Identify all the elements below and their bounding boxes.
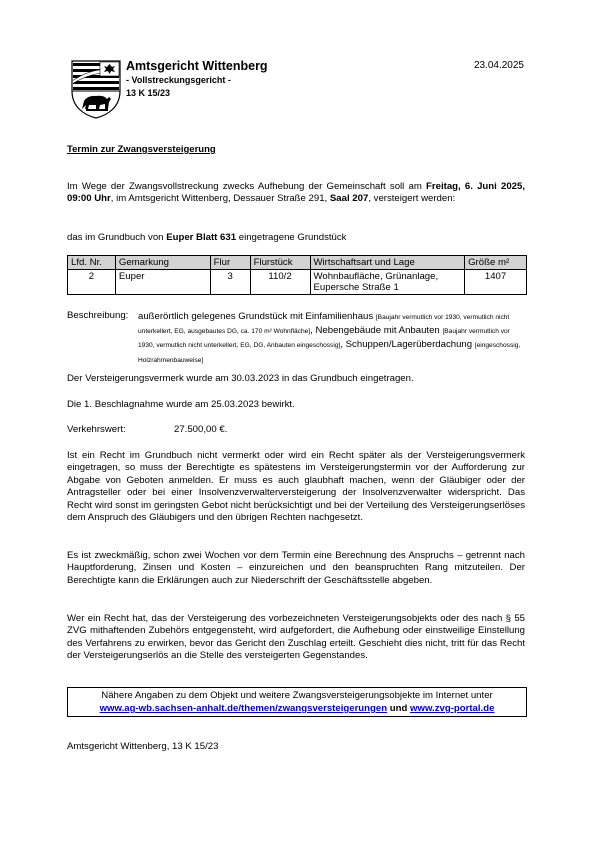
intro-paragraph: Im Wege der Zwangsvollstreckung zwecks Aufhebung der Gemeinschaft soll am Freitag, 6. Juni 2025, 09:00 Uhr, im Amtsgericht Wittenberg, Dessauer Straße 291, Saal 207, versteigert werden:	[67, 181, 525, 205]
col-header-gemarkung: Gemarkung	[115, 256, 210, 270]
document-title: Termin zur Zwangsversteigerung	[67, 144, 216, 155]
info-box: Nähere Angaben zu dem Objekt und weitere Zwangsversteigerungsobjekte im Internet unter www.ag-wb.sachsen-anhalt.de/themen/zwangsversteigerungen und www.zvg-portal.de	[67, 687, 527, 717]
court-website-link[interactable]: www.ag-wb.sachsen-anhalt.de/themen/zwangsversteigerungen	[99, 703, 388, 714]
col-header-flur: Flur	[210, 256, 250, 270]
cell-groesse: 1407	[465, 270, 527, 295]
auction-room: Saal 207	[329, 193, 369, 205]
table-row	[68, 270, 527, 295]
objection-paragraph: Wer ein Recht hat, das der Versteigerung des vorbezeichneten Versteigerungsobjekts oder des nach § 55 ZVG mithaftenden Zubehörs entgegensteht, wird aufgefordert, die Aufhebung oder einstweilige Einstellung des Verfahrens zu erwirken, bevor das Gericht den Zuschlag erteilt. Geschieht dies nicht, tritt für das Recht der Versteigerungserlös an die Stelle des versteigerten Gegenstandes.	[67, 613, 525, 662]
footer-reference: Amtsgericht Wittenberg, 13 K 15/23	[67, 741, 219, 752]
beschlagnahme-line: Die 1. Beschlagnahme wurde am 25.03.2023 bewirkt.	[67, 399, 295, 410]
document-date: 23.04.2025	[473, 60, 524, 71]
cell-flurstueck: 110/2	[250, 270, 310, 295]
verkehrswert-label: Verkehrswert:	[67, 424, 126, 435]
description-label: Beschreibung:	[67, 310, 129, 321]
col-header-wirtschaftsart: Wirtschaftsart und Lage	[310, 256, 465, 270]
col-header-flurstueck: Flurstück	[250, 256, 310, 270]
rights-paragraph: Ist ein Recht im Grundbuch nicht vermerkt oder wird ein Recht später als der Versteigerungsvermerk eingetragen, so muss der Berechtigte es spätestens im Versteigerungstermin vor der Aufforderung zur Abgabe von Geboten anmelden. Er muss es auch glaubhaft machen, wenn der Gläubiger oder der Antragsteller oder bei einer Insolvenzverwalterversteigerung der Insolvenzverwalter widerspricht. Das Recht wird sonst im geringsten Gebot nicht berücksichtigt und bei der Verteilung des Versteigerungserlöses dem Anspruch des Gläubigers und den übrigen Rechten nachgesetzt.	[67, 450, 525, 524]
claims-paragraph: Es ist zweckmäßig, schon zwei Wochen vor dem Termin eine Berechnung des Anspruchs – getrennt nach Hauptforderung, Zinsen und Kosten – einzureichen und den beanspruchten Rang mitzuteilen. Der Berechtigte kann die Erklärungen auch zur Niederschrift der Geschäftsstelle abgeben.	[67, 550, 525, 586]
zvg-portal-link[interactable]: www.zvg-portal.de	[410, 703, 495, 714]
register-sheet: Euper Blatt 631	[166, 232, 237, 243]
court-subtitle: - Vollstreckungsgericht -	[126, 75, 231, 85]
table-header-row	[68, 256, 527, 270]
description-text: außerörtlich gelegenes Grundstück mit Einfamilienhaus [Baujahr vermutlich vor 1930, vermutlich nicht unterkellert, EG, ausgebautes DG, ca. 170 m² Wohnfläche], Nebengebäude mit Anbauten [Baujahr vermutlich vor 1930, vermutlich nicht unterkellert, EG, DG, Anbauten eingeschossig], Schuppen/Lagerüberdachung [eingeschossig, Holzrahmenbauweise]	[138, 311, 521, 364]
cell-lfd-nr: 2	[68, 270, 116, 295]
cell-flur: 3	[210, 270, 250, 295]
vermerk-line: Der Versteigerungsvermerk wurde am 30.03.2023 in das Grundbuch eingetragen.	[67, 373, 414, 384]
cell-gemarkung: Euper	[115, 270, 210, 295]
court-name: Amtsgericht Wittenberg	[126, 59, 268, 73]
property-table	[67, 255, 527, 295]
coat-of-arms-logo	[70, 59, 122, 119]
col-header-groesse: Größe m²	[465, 256, 527, 270]
cell-wirtschaftsart: Wohnbaufläche, Grünanlage, Eupersche Straße 1	[310, 270, 465, 295]
register-line: das im Grundbuch von Euper Blatt 631 eingetragene Grundstück	[67, 232, 347, 243]
auction-date: Freitag, 6. Juni 2025, 09:00 Uhr	[67, 181, 525, 205]
case-number: 13 K 15/23	[126, 88, 171, 98]
col-header-lfd-nr: Lfd. Nr.	[68, 256, 116, 270]
info-box-text: Nähere Angaben zu dem Objekt und weitere Zwangsversteigerungsobjekte im Internet unter	[101, 690, 493, 701]
verkehrswert-value: 27.500,00 €.	[174, 424, 228, 435]
